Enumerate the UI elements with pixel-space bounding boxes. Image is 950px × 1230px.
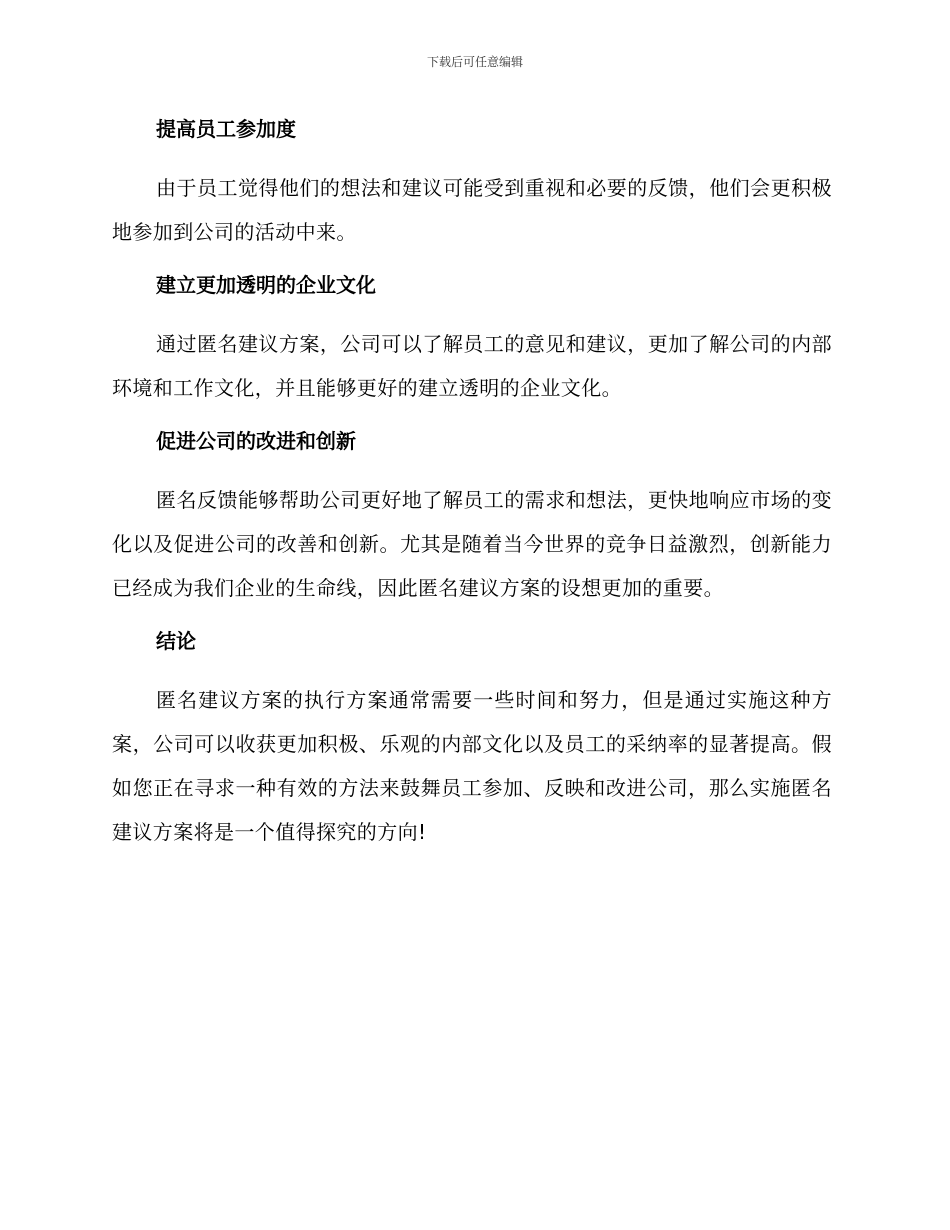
- section-paragraph-conclusion: 匿名建议方案的执行方案通常需要一些时间和努力，但是通过实施这种方案，公司可以收获更加积极、乐观的内部文化以及员工的采纳率的显著提高。假如您正在寻求一种有效的方法来鼓舞员工参加、反映和改进公司，那么实施匿名建议方案将是一个值得探究的方向!: [112, 688, 832, 844]
- section-heading-conclusion: 结论: [156, 629, 196, 653]
- section-paragraph-employee-participation: 由于员工觉得他们的想法和建议可能受到重视和必要的反馈，他们会更积极地参加到公司的活动中来。: [112, 176, 832, 244]
- section-heading-employee-participation: 提高员工参加度: [156, 117, 296, 141]
- section-heading-transparent-culture: 建立更加透明的企业文化: [156, 273, 376, 297]
- page-header: 下载后可任意编辑: [426, 55, 523, 69]
- section-paragraph-improvement-innovation: 匿名反馈能够帮助公司更好地了解员工的需求和想法，更快地响应市场的变化以及促进公司的改善和创新。尤其是随着当今世界的竞争日益激烈，创新能力已经成为我们企业的生命线，因此匿名建议方案的设想更加的重要。: [112, 488, 832, 600]
- section-heading-improvement-innovation: 促进公司的改进和创新: [156, 429, 356, 453]
- document-content: [112, 112, 832, 854]
- section-paragraph-transparent-culture: 通过匿名建议方案，公司可以了解员工的意见和建议，更加了解公司的内部环境和工作文化，并且能够更好的建立透明的企业文化。: [112, 332, 832, 400]
